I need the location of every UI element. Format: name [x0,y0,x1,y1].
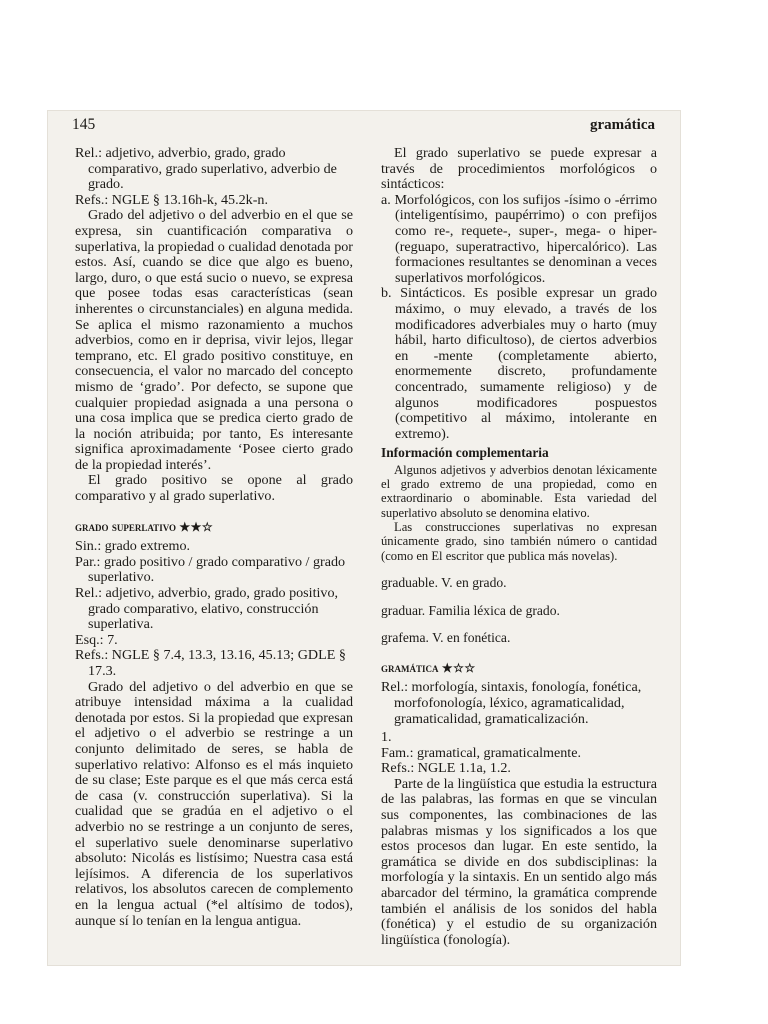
definition-paragraph: El grado superlativo se puede expresar a través de procedimientos morfológicos o sintácticos: [381,145,657,193]
definition-paragraph: Grado del adjetivo o del adverbio en el que se expresa, sin cuantificación comparativa o superlativa, la propiedad o cualidad denotada por estos. Así, cuando se dice que algo es bueno, largo, duro, o que está sucio o nuevo, se expresa que posee todas esas características (sean inherentes o circunstanciales) en alguna medida. Se aplica el mismo razonamiento a muchos adverbios, como en ir deprisa, vivir lejos, llegar temprano, etc. El grado positivo constituye, en consecuencia, el valor no marcado del concepto mismo de ‘grado’. Por defecto, se supone que cualquier propiedad asignada a una persona o una cosa implica que se predica cierto grado de la noción atribuida; por tanto, Es interesante significa aproximadamente ‘Posee cierto grado de la propiedad interés’. [75,207,353,473]
info-paragraph: Algunos adjetivos y adverbios denotan léxicamente el grado extremo de una propiedad, como en extraordinario o abominable. Esta variedad del superlativo absoluto se denomina elativo. [381,462,657,520]
refs-line: Refs.: NGLE § 13.16h-k, 45.2k-n. [75,191,268,208]
dictionary-page [47,110,681,966]
sin-line: Sin.: grado extremo. [75,538,191,555]
cross-reference-entry: graduar. Familia léxica de grado. [381,602,560,618]
info-paragraph: Las construcciones superlativas no expresan únicamente grado, sino también número o cantidad (como en El escritor que publica más novelas). [381,520,657,563]
right-column [381,146,657,948]
fam-line: Fam.: gramatical, gramaticalmente. [381,744,581,761]
page-number: 145 [72,116,96,133]
page-header [72,116,655,138]
definition-paragraph: El grado positivo se opone al grado comparativo y al grado superlativo. [75,472,353,505]
left-column [75,146,353,929]
par-line: Par.: grado positivo / grado comparativo / grado superlativo. [75,553,346,586]
list-item: b. Sintácticos. Es posible expresar un grado máximo, o muy elevado, a través de los modificadores adverbiales muy o harto (muy hábil, harto dificultoso), de ciertos adverbios en -mente (completamente abierto, enormemente discreto, profundamente concentrado, sumamente religioso) y de algunos modificadores pospuestos (competitivo al máximo, intolerante en extremo). [381,285,657,442]
definition-paragraph: Grado del adjetivo o del adverbio en que se atribuye intensidad máxima a la cualidad denotada por estos. Si la propiedad que expresan el adjetivo o el adverbio se restringe a un conjunto delimitado de seres, se habla de superlativo relativo: Alfonso es el más inquieto de su clase; Este parque es el que más cerca está de casa (v. construcción superlativa). Si la cualidad que se gradúa en el adjetivo o el adverbio no se restringe a un conjunto de seres, el superlativo suele denominarse superlativo absoluto: Nicolás es listísimo; Nuestra casa está lejísimos. A diferencia de los superlativos relativos, los absolutos carecen de complemento en la lengua actual (*el altísimo de todos), aunque sí lo tenían en la lengua antigua. [75,678,353,929]
running-head: gramática [590,117,655,133]
cross-reference-entry: graduable. V. en grado. [381,574,507,590]
sense-number: 1. [381,729,392,746]
rel-line: Rel.: morfología, sintaxis, fonología, fonética, morfofonología, léxico, agramaticalidad, gramaticalidad, gramaticalización. [381,679,642,727]
definition-paragraph: Parte de la lingüística que estudia la estructura de las palabras, las formas en que se vinculan sus componentes, las combinaciones de las palabras mismas y los significados a los que estos procesos dan lugar. En este sentido, la gramática se divide en dos subdisciplinas: la morfología y la sintaxis. En un sentido algo más abarcador del término, la gramática comprende también el análisis de los sonidos del habla (fonética) y el estudio de su organización lingüística (fonología). [381,775,657,948]
cross-reference-entry: grafema. V. en fonética. [381,630,511,646]
esq-line: Esq.: 7. [75,631,118,648]
headword-label: gramática [381,659,439,675]
list-item: a. Morfológicos, con los sufijos -ísimo o -érrimo (inteligentísimo, paupérrimo) o con prefijos como re-, requete-, super-, mega- o hiper- (reguapo, superatractivo, hipercalórico). Las formaciones resultantes se denominan a veces superlativos morfológicos. [381,191,657,286]
rel-line: Rel.: adjetivo, adverbio, grado, grado positivo, grado comparativo, elativo, construcción superlativa. [75,585,339,633]
headword-label: grado superlativo [75,518,177,534]
refs-line: Refs.: NGLE § 7.4, 13.3, 13.16, 45.13; GDLE § 17.3. [75,647,346,679]
entry-headword [381,660,657,677]
section-heading: Información complementaria [381,445,549,461]
difficulty-stars-icon: ★☆☆ [441,660,476,675]
rel-line: Rel.: adjetivo, adverbio, grado, grado comparativo, grado superlativo, adverbio de grado. [75,145,337,193]
refs-line: Refs.: NGLE 1.1a, 1.2. [381,760,511,777]
entry-headword [75,519,353,536]
difficulty-stars-icon: ★★☆ [179,519,214,534]
